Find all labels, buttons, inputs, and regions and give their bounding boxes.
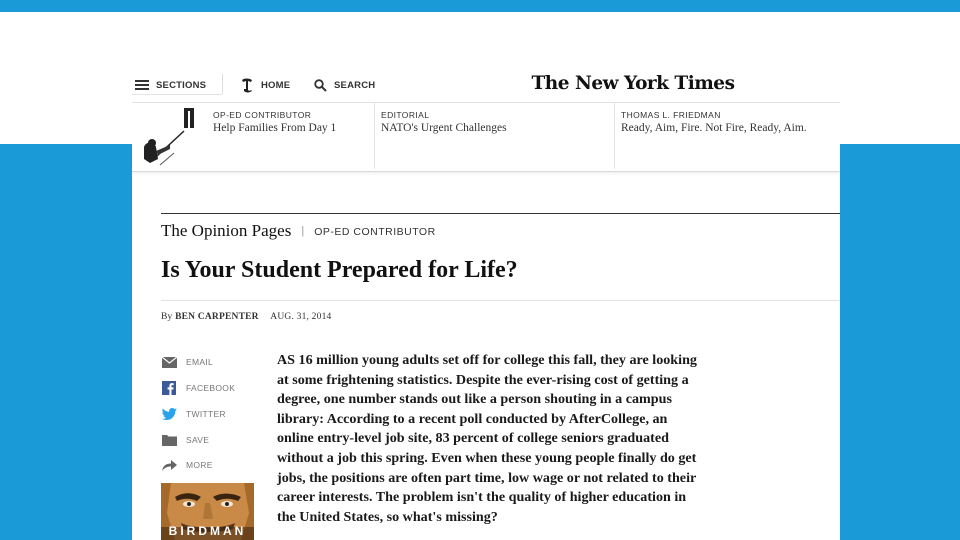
- promo-title: Ready, Aim, Fire. Not Fire, Ready, Aim.: [621, 122, 807, 134]
- promo-kicker: OP-ED CONTRIBUTOR: [213, 110, 312, 120]
- nav-underline: [132, 94, 222, 95]
- share-facebook[interactable]: [161, 380, 235, 396]
- share-label: EMAIL: [186, 357, 214, 367]
- promo-kicker: THOMAS L. FRIEDMAN: [621, 110, 721, 120]
- body-line: at some frightening statistics. Despite the ever-rising cost of getting a: [277, 371, 689, 388]
- promo-title: NATO's Urgent Challenges: [381, 122, 507, 134]
- folder-icon: [161, 433, 177, 447]
- share-email[interactable]: [161, 354, 213, 370]
- author-link[interactable]: BEN CARPENTER: [175, 312, 259, 322]
- body-line: library: According to a recent poll conducted by AfterCollege, an: [277, 410, 668, 427]
- home-label: HOME: [261, 79, 291, 91]
- slide-top-bar: [0, 0, 960, 12]
- facebook-icon: [161, 381, 177, 395]
- share-twitter[interactable]: [161, 406, 226, 422]
- share-arrow-icon: [161, 458, 177, 472]
- promo-divider: [614, 103, 615, 169]
- twitter-icon: [161, 407, 177, 421]
- share-label: TWITTER: [186, 409, 226, 419]
- article-headline: Is Your Student Prepared for Life?: [161, 257, 518, 283]
- ad-label: BIRDMAN: [168, 524, 247, 538]
- section-header: [161, 220, 436, 242]
- opinion-promo-row: [132, 102, 840, 172]
- promo-friedman[interactable]: [621, 103, 840, 171]
- body-line: jobs, the positions are often part time, low wage or not related to their: [277, 469, 697, 486]
- search-icon: [314, 79, 327, 92]
- nav-divider: [222, 74, 223, 94]
- illustration-thumbnail: [140, 105, 200, 169]
- article-body: [277, 351, 755, 527]
- search-button[interactable]: [314, 76, 375, 94]
- sections-button[interactable]: [135, 76, 206, 94]
- body-line: the United States, so what's missing?: [277, 508, 498, 525]
- opinion-pages-link[interactable]: The Opinion Pages: [161, 221, 292, 240]
- promo-kicker: EDITORIAL: [381, 110, 430, 120]
- body-line: online entry-level job site, 83 percent of college seniors graduated: [277, 430, 669, 447]
- promo-divider: [374, 103, 375, 169]
- promo-op-ed[interactable]: [213, 103, 373, 171]
- section-divider: |: [301, 225, 305, 237]
- op-ed-contributor-link[interactable]: OP-ED CONTRIBUTOR: [314, 226, 436, 238]
- body-line: career interests. The problem isn't the quality of higher education in: [277, 489, 687, 506]
- body-line: degree, one number stands out like a person shouting in a campus: [277, 391, 672, 408]
- promo-title: Help Families From Day 1: [213, 122, 337, 134]
- headline-rule: [161, 300, 840, 301]
- share-label: SAVE: [186, 435, 210, 445]
- envelope-icon: [161, 355, 177, 369]
- body-line: without a job this spring. Even when these young people finally do get: [277, 449, 697, 466]
- share-save[interactable]: [161, 432, 209, 448]
- nyt-t-icon: [240, 77, 254, 93]
- byline-prefix: By: [161, 312, 173, 322]
- section-rule: [161, 213, 840, 214]
- logo-text: The New York Times: [531, 72, 735, 94]
- nyt-screenshot: [132, 68, 840, 540]
- body-line: AS 16 million young adults set off for college this fall, they are looking: [277, 352, 697, 368]
- promo-editorial[interactable]: [381, 103, 613, 171]
- masthead-nav: [132, 68, 840, 100]
- share-label: MORE: [186, 460, 213, 470]
- publish-date: AUG. 31, 2014: [270, 312, 332, 322]
- hamburger-icon: [135, 80, 149, 90]
- share-label: FACEBOOK: [186, 383, 236, 393]
- share-more[interactable]: [161, 457, 213, 473]
- home-button[interactable]: [240, 76, 290, 94]
- byline: [161, 312, 331, 322]
- birdman-ad[interactable]: [161, 483, 254, 540]
- search-label: SEARCH: [334, 79, 376, 91]
- nyt-logo[interactable]: [531, 70, 735, 96]
- sections-label: SECTIONS: [156, 79, 207, 91]
